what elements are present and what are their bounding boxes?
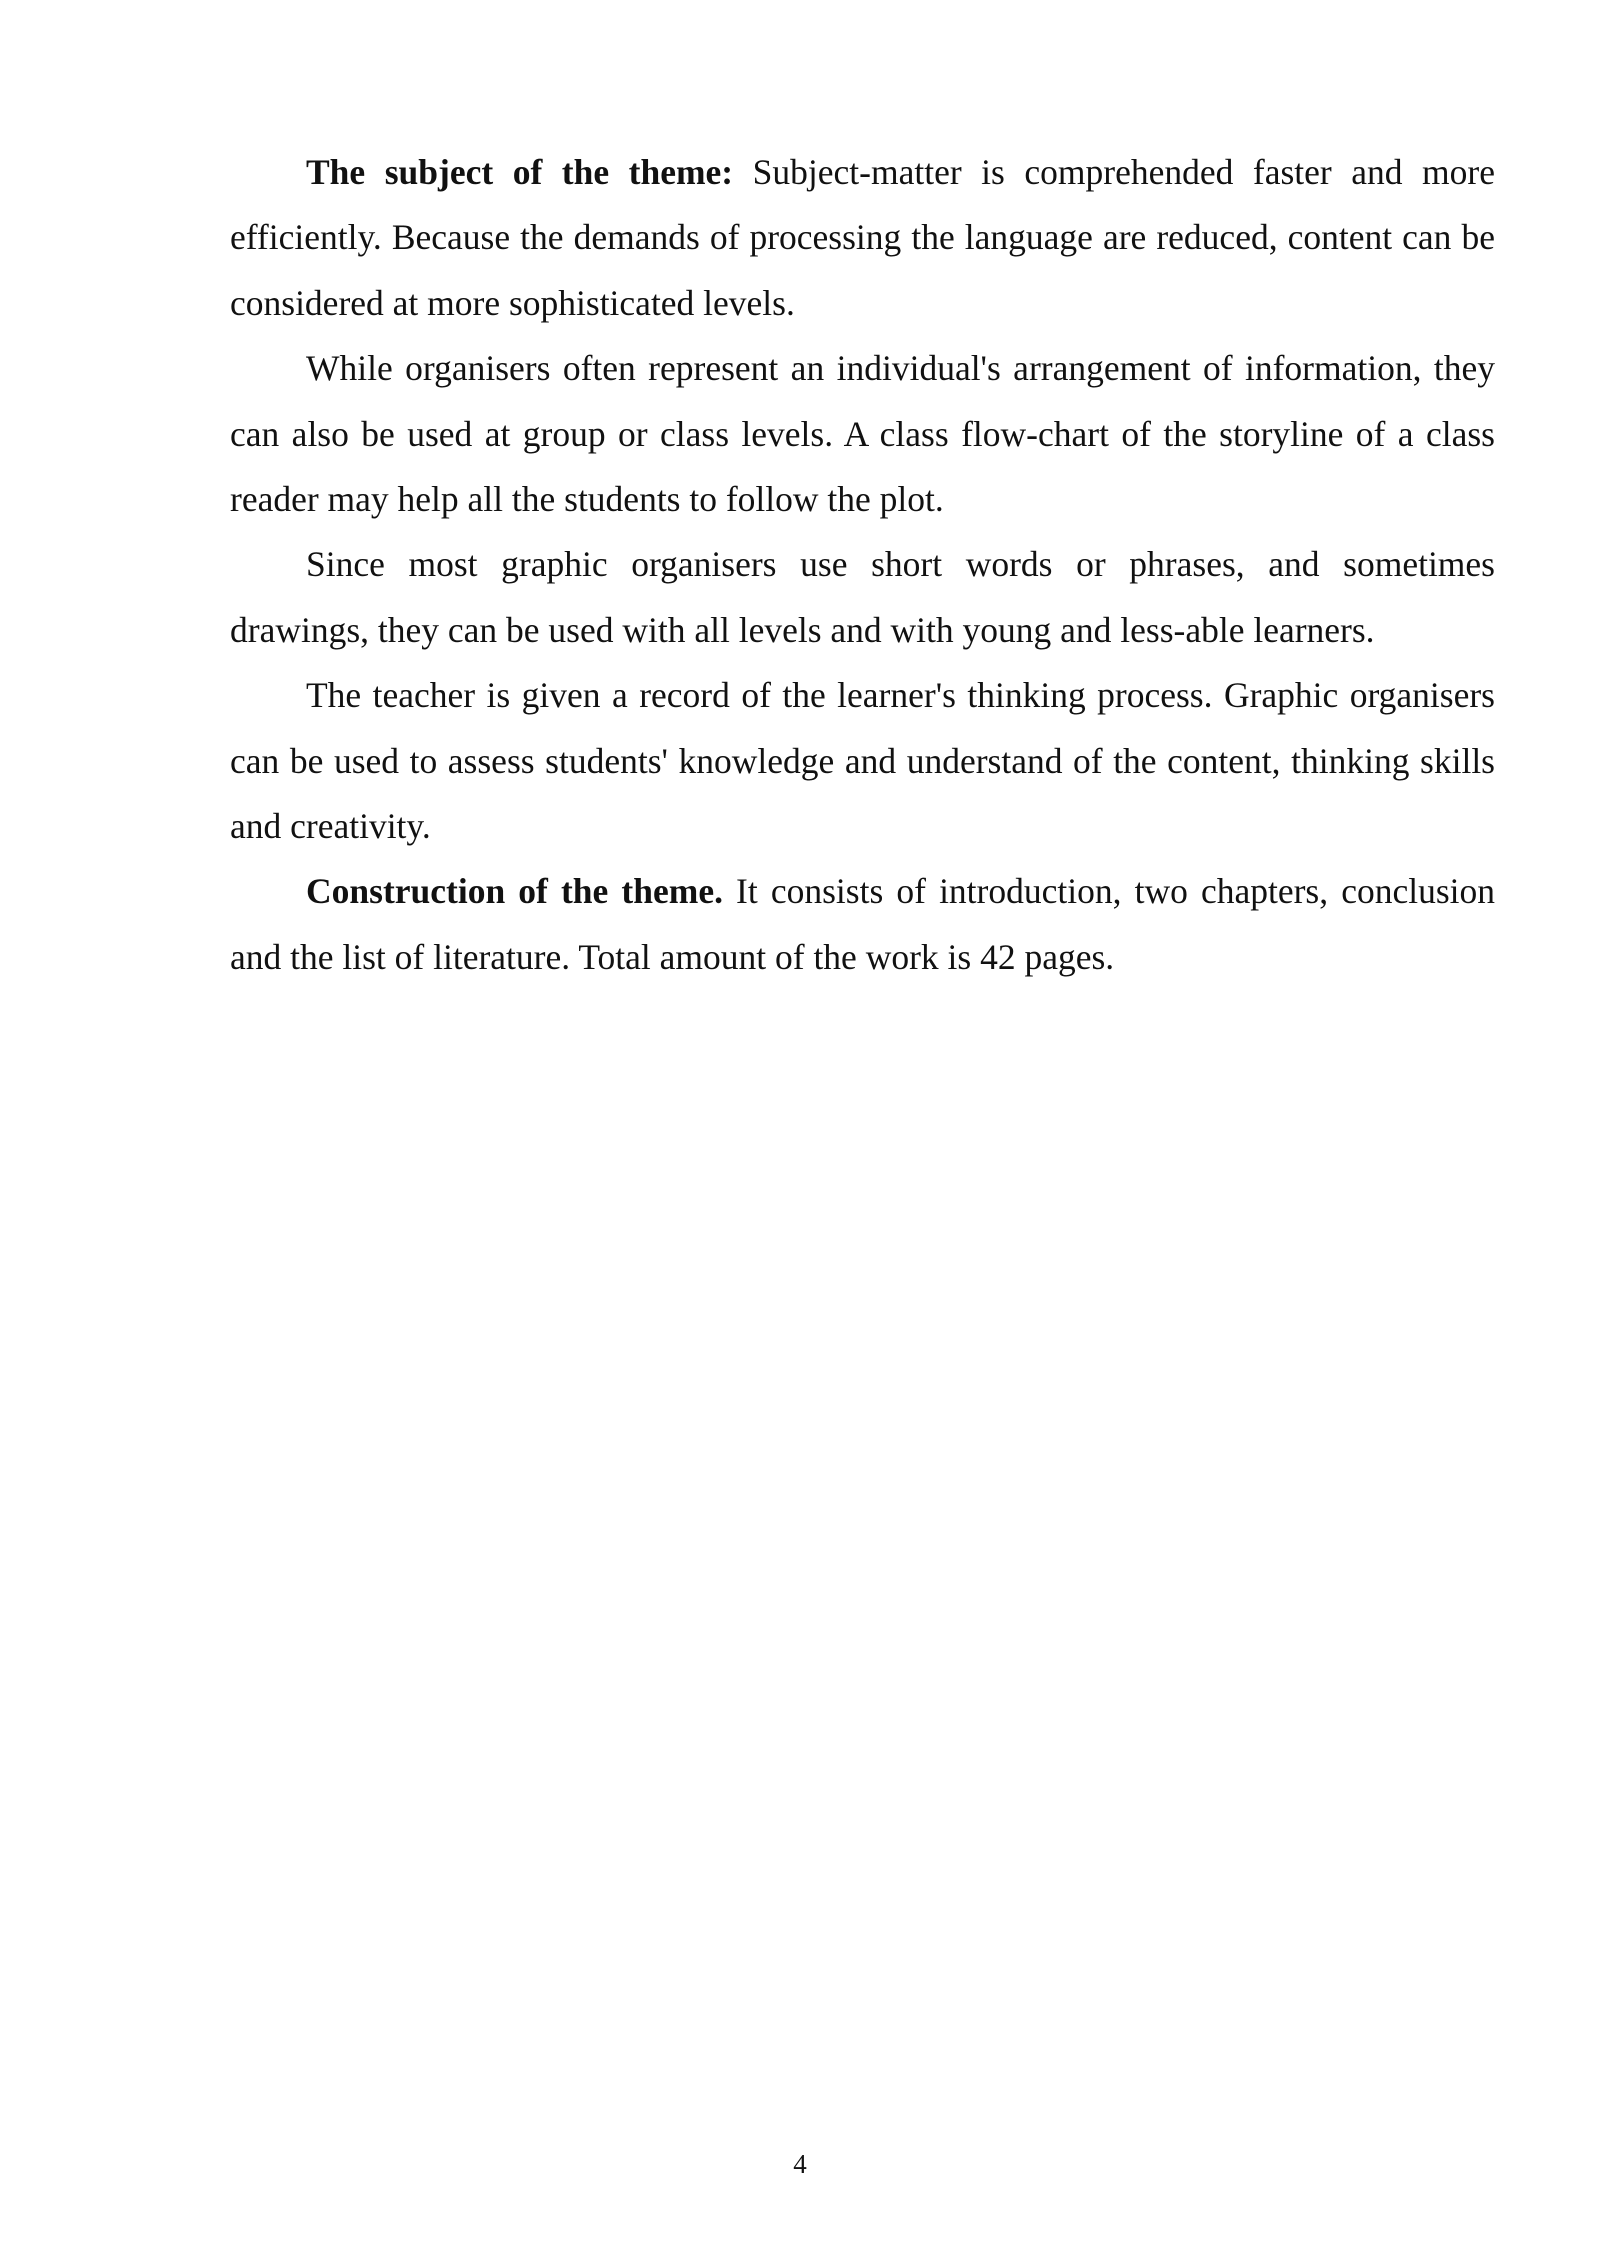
paragraph-subject-of-theme <box>230 140 1495 336</box>
paragraph-organisers-group-use <box>230 336 1495 532</box>
paragraph-text: Subject-matter is comprehended faster and more efficiently. Because the demands of processing the language are reduced, content can be considered at more sophisticated levels. <box>230 152 1495 323</box>
body-text <box>230 140 1495 990</box>
paragraph-text: Since most graphic organisers use short words or phrases, and sometimes drawings, they can be used with all levels and with young and less-able learners. <box>230 544 1495 650</box>
paragraph-teacher-record <box>230 663 1495 859</box>
paragraph-lead-bold: Construction of the theme. <box>306 871 723 912</box>
paragraph-text: It consists of introduction, two chapters, conclusion and the list of literature. Total amount of the work is 42 pages. <box>230 871 1495 977</box>
paragraph-text: While organisers often represent an individual's arrangement of information, they can also be used at group or class levels. A class flow-chart of the storyline of a class reader may help all the students to follow the plot. <box>230 348 1495 520</box>
paragraph-text: The teacher is given a record of the learner's thinking process. Graphic organisers can be used to assess students' knowledge and understand of the content, thinking skills and creativity. <box>230 675 1495 847</box>
page-number: 4 <box>793 2149 807 2179</box>
paragraph-short-words <box>230 532 1495 663</box>
paragraph-construction-of-theme <box>230 859 1495 990</box>
paragraph-lead-bold: The subject of the theme: <box>306 152 734 192</box>
